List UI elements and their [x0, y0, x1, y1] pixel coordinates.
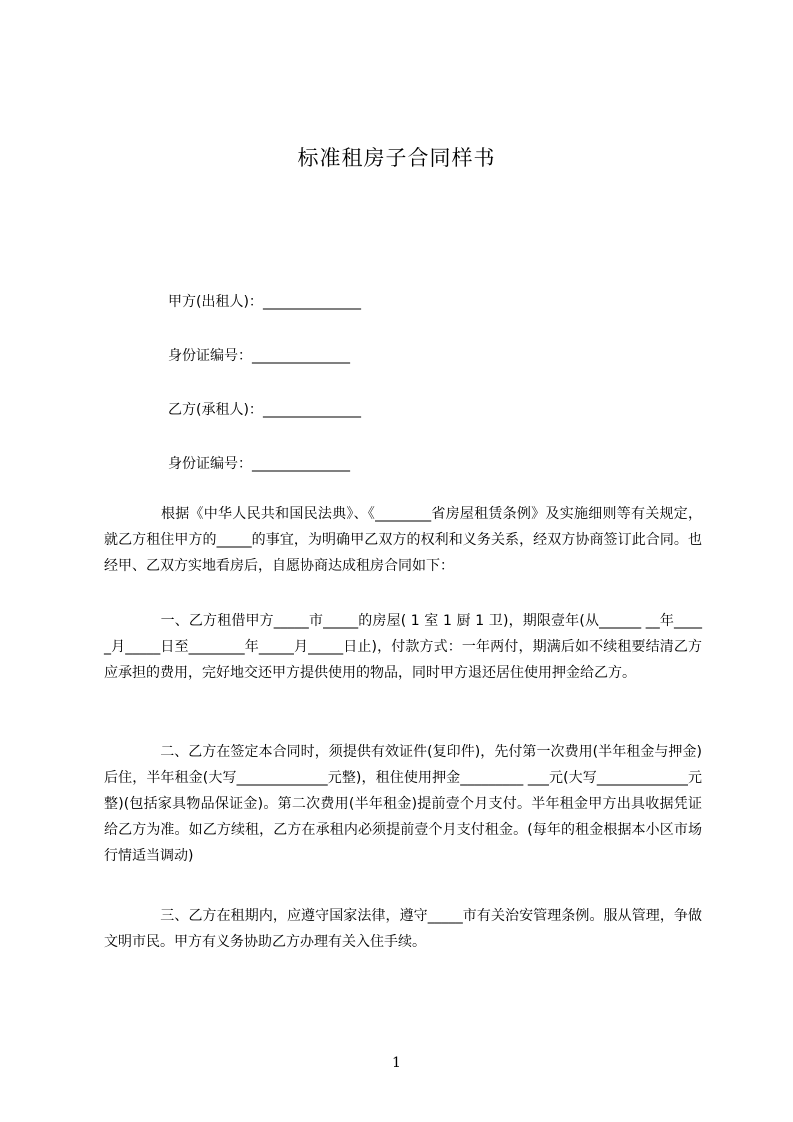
- document-title: 标准租房子合同样书: [297, 146, 496, 170]
- preamble-paragraph: [104, 501, 702, 579]
- party-b-id-field: [168, 453, 350, 473]
- clause-one-text: 一、乙方租借甲方_____市_____的房屋( 1 室 1 厨 1 卫)，期限壹年(从______ __年_____月_____日至________年_____月_____日止)，付款方式：一年两付，期满后如不续租要结清乙方应承担的费用，完好地交还甲方提供使用的物品，同时甲方退还居住使用押金给乙方。: [104, 613, 702, 681]
- preamble-text: 根据《中华人民共和国民法典》、《________省房屋租赁条例》及实施细则等有关规定，就乙方租住甲方的_____的事宜，为明确甲乙双方的权利和义务关系，经双方协商签订此合同。也经甲、乙双方实地看房后，自愿协商达成租房合同如下：: [104, 506, 702, 574]
- party-a-label: 甲方(出租人)：: [168, 294, 263, 310]
- party-a-id-field: [168, 345, 350, 365]
- page-number: 1: [392, 1055, 401, 1071]
- party-a-id-blank: ______________: [252, 348, 350, 364]
- clause-two-paragraph: [104, 739, 702, 869]
- party-a-id-label: 身份证编号：: [168, 348, 252, 364]
- clause-two-text: 二、乙方在签定本合同时，须提供有效证件(复印件)，先付第一次费用(半年租金与押金)后住，半年租金(大写_____________元整)，租住使用押金_________ ___元(大写_____________元整)(包括家具物品保证金)。第二次费用(半年租金)提前壹个月支付。半年租金甲方出具收据凭证给乙方为准。如乙方续租，乙方在承租内必须提前壹个月支付租金。(每年的租金根据本小区市场行情适当调动): [104, 744, 702, 864]
- party-b-label: 乙方(承租人)：: [168, 402, 263, 418]
- clause-one-paragraph: [104, 608, 702, 686]
- party-a-blank: ______________: [262, 294, 361, 310]
- party-b-id-blank: ______________: [252, 456, 350, 472]
- party-b-blank: ______________: [262, 402, 361, 418]
- party-b-id-label: 身份证编号：: [168, 456, 252, 472]
- party-b-field: [168, 399, 361, 419]
- clause-three-text: 三、乙方在租期内，应遵守国家法律，遵守_____市有关治安管理条例。服从管理，争做文明市民。甲方有义务协助乙方办理有关入住手续。: [104, 908, 702, 950]
- clause-three-paragraph: [104, 903, 702, 955]
- party-a-field: [168, 291, 361, 311]
